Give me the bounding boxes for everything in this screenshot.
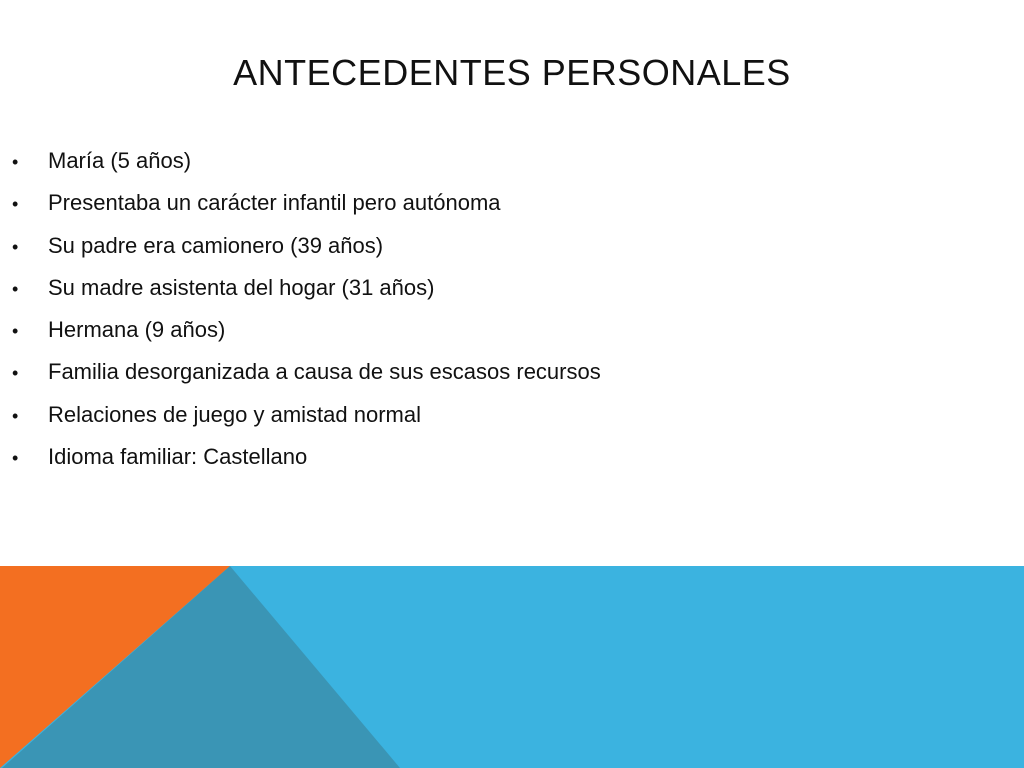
bullet-icon: • [12,194,19,215]
bullet-icon: • [12,321,19,342]
bullet-item [12,394,601,436]
bullet-text: Relaciones de juego y amistad normal [48,401,421,427]
bullet-item [12,267,601,309]
slide-title: ANTECEDENTES PERSONALES [233,52,791,93]
bullet-item [12,140,601,182]
bullet-text: Su madre asistenta del hogar (31 años) [48,274,435,300]
bullet-item [12,182,601,224]
bullet-icon: • [12,405,19,426]
bullet-text: Familia desorganizada a causa de sus escasos recursos [48,359,601,385]
bullet-icon: • [12,278,19,299]
bullet-icon: • [12,152,19,172]
bullet-text: Hermana (9 años) [48,317,226,343]
bullet-icon: • [12,363,19,384]
bullet-item [12,225,601,267]
bullet-text: Presentaba un carácter infantil pero autónoma [48,190,501,216]
bullet-text: María (5 años) [48,148,192,173]
bullet-icon: • [12,448,19,469]
bullet-item [12,351,601,393]
bullet-text: Su padre era camionero (39 años) [48,232,384,258]
bullet-item [12,436,601,478]
bullet-item [12,309,601,351]
bullet-icon: • [12,236,19,257]
bullet-text: Idioma familiar: Castellano [48,444,308,470]
bullet-list [12,140,601,478]
decorative-footer-shapes [0,566,1024,768]
